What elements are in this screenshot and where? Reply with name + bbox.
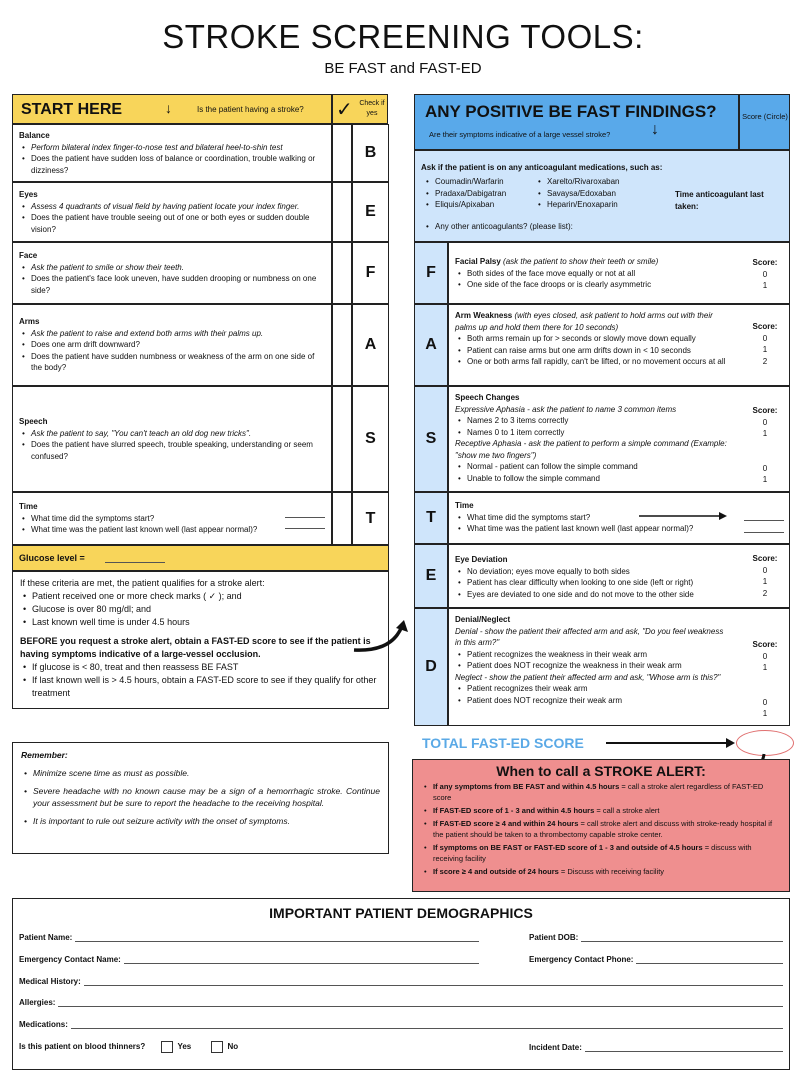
section-title: Time (19, 502, 38, 512)
fast-ed-letter: S (425, 430, 437, 447)
arm-item: • Both arms remain up for > seconds or slowly move down equally (455, 333, 740, 345)
score-value[interactable]: 0 (762, 697, 768, 707)
speech-item: • Names 2 to 3 items correctly (455, 415, 783, 427)
stroke-alert-title: When to call a STROKE ALERT: (496, 763, 706, 779)
meds-column-1 (423, 176, 506, 211)
speech-changes-box (448, 386, 790, 492)
score-value[interactable]: 1 (762, 709, 768, 718)
score-value[interactable]: 0 (762, 269, 768, 279)
section-item: • Ask the patient to raise and extend both arms with their palms up. (19, 328, 325, 340)
med-item: • Xarelto/Rivaroxaban (535, 176, 619, 188)
arm-item: • Patient can raise arms but one arm drifts down in < 10 seconds (455, 345, 740, 357)
facial-item: • Both sides of the face move equally or not at all (455, 268, 740, 280)
section-item: • Does one arm drift downward? (19, 339, 325, 351)
time-title-right: Time (455, 501, 474, 510)
down-arrow-icon: ↓ (651, 121, 659, 138)
facial-scores (745, 257, 785, 292)
remember-item: • Minimize scene time as must as possible. (21, 767, 380, 779)
time-input[interactable] (285, 528, 325, 529)
eye-item: • Eyes are deviated to one side and do not move to the other side (455, 589, 783, 601)
allergies-input[interactable] (58, 998, 783, 1007)
fast-ed-letter: F (426, 264, 436, 281)
anticoagulant-question: Ask if the patient is on any anticoagulant medications, such as: (421, 163, 663, 172)
fast-ed-letter: E (425, 567, 437, 584)
section-title: Balance (19, 131, 50, 140)
section-title: Speech (19, 417, 48, 426)
before-request-note: BEFORE you request a stroke alert, obtain a FAST-ED score to see if the patient is having symptoms indicative of a large-vessel occlusion. (20, 636, 371, 659)
neglect-item: • Patient does NOT recognize their weak arm (455, 695, 783, 707)
anticoagulant-box (414, 150, 790, 242)
total-fast-ed-label: TOTAL FAST-ED SCORE (422, 735, 584, 751)
medications-label: Medications: (19, 1020, 68, 1029)
time-item-right: • What time did the symptoms start? (455, 512, 783, 524)
blood-thinners-label: Is this patient on blood thinners? (19, 1042, 146, 1052)
criteria-item: • Glucose is over 80 mg/dl; and (20, 603, 381, 616)
section-title: Arms (19, 317, 40, 327)
fast-ed-letter: A (425, 336, 437, 353)
section-item: • Does the patient's face look uneven, have sudden drooping or numbness on one side? (19, 273, 325, 296)
score-value[interactable]: 1 (762, 577, 768, 586)
section-item: • What time was the patient last known well (last appear normal)? (19, 524, 325, 536)
curved-arrow-icon (352, 618, 412, 658)
section-letter: E (365, 203, 376, 220)
fast-ed-letter-cell (414, 304, 448, 386)
demographics-box (12, 898, 790, 1070)
check-cell-b[interactable] (352, 124, 389, 182)
time-input[interactable] (285, 517, 325, 518)
section-item: • Does the patient have trouble seeing out of one or both eyes or sudden double vision? (19, 212, 325, 235)
emergency-phone-row (529, 955, 783, 964)
section-item: • What time did the symptoms start? (19, 513, 325, 525)
incident-date-input[interactable] (585, 1043, 783, 1052)
allergies-label: Allergies: (19, 998, 56, 1007)
alert-action: = discuss with receiving facility (433, 843, 752, 863)
score-value[interactable]: 0 (762, 651, 768, 661)
score-word: Score: (752, 554, 778, 563)
fast-ed-header-sub: Are their symptoms indicative of a large vessel stroke? (429, 130, 611, 139)
alert-item (421, 781, 781, 803)
arm-weakness-box (448, 304, 790, 386)
section-item: • Ask the patient to smile or show their teeth. (19, 262, 325, 274)
alert-action: = call a stroke alert (594, 806, 660, 815)
fast-ed-letter-cell (414, 242, 448, 304)
check-cell-e[interactable] (352, 182, 389, 242)
check-cell-t[interactable] (352, 492, 389, 545)
section-arms (12, 304, 332, 386)
arm-item: • One or both arms fall rapidly, can't be lifted, or no movement occurs at all (455, 356, 740, 368)
denial-text: Denial - show the patient their affected arm and ask, "Do you feel weakness in this arm?" (455, 626, 724, 647)
speech-scores (745, 405, 785, 486)
score-header (739, 94, 790, 150)
time-anticoagulant-label: Time anticoagulant last taken: (675, 190, 764, 211)
patient-name-input[interactable] (75, 933, 479, 942)
speech-item: • Names 0 to 1 item correctly (455, 427, 783, 439)
page-subtitle: BE FAST and FAST-ED (324, 60, 482, 77)
other-anticoagulants: • Any other anticoagulants? (please list): (423, 221, 573, 233)
remember-box (12, 742, 389, 854)
meds-column-2 (535, 176, 619, 211)
dob-row (529, 933, 783, 942)
start-here-header (12, 94, 332, 124)
eye-item: • Patient has clear difficulty when looking to one side (left or right) (455, 577, 783, 589)
alert-condition: If any symptoms from BE FAST and within 4.5 hours (433, 782, 620, 791)
score-word: Score: (752, 258, 778, 267)
fast-ed-letter-cell (414, 492, 448, 544)
med-item: • Heparin/Enoxaparin (535, 199, 619, 211)
section-spacer (332, 304, 352, 386)
yes-label: Yes (177, 1042, 192, 1052)
section-item: • Perform bilateral index finger-to-nose test and bilateral heel-to-shin test (19, 142, 325, 154)
denial-scores (745, 639, 785, 720)
incident-label: Incident Date: (529, 1043, 582, 1052)
start-here-label: START HERE (21, 101, 123, 118)
score-value[interactable]: 2 (762, 356, 768, 366)
emergency-phone-label: Emergency Contact Phone: (529, 955, 634, 964)
criteria-box (12, 571, 389, 709)
symptom-time-input[interactable] (744, 520, 784, 521)
denial-item: • Patient recognizes the weakness in their weak arm (455, 649, 783, 661)
dob-label: Patient DOB: (529, 933, 579, 942)
dob-input[interactable] (581, 933, 783, 942)
medications-row (19, 1020, 783, 1029)
check-cell-a[interactable] (352, 304, 389, 386)
check-cell-s[interactable] (352, 386, 389, 492)
speech-item: • Normal - patient can follow the simple command (455, 461, 783, 473)
alert-condition: If score ≥ 4 and outside of 24 hours (433, 867, 559, 876)
eye-scores (745, 553, 785, 599)
allergies-row (19, 998, 783, 1007)
emergency-name-label: Emergency Contact Name: (19, 955, 121, 964)
fast-ed-letter-cell (414, 386, 448, 492)
section-speech (12, 386, 332, 492)
alert-condition: If FAST-ED score ≥ 4 and within 24 hours (433, 819, 579, 828)
score-value[interactable]: 0 (762, 565, 768, 575)
remember-title: Remember: (21, 750, 68, 760)
remember-item: • It is important to rule out seizure activity with the onset of symptoms. (21, 815, 380, 827)
section-spacer (332, 492, 352, 545)
check-header (332, 94, 388, 124)
total-arrow-icon (606, 737, 736, 749)
alert-condition: If symptoms on BE FAST or FAST-ED score of 1 - 3 and outside of 4.5 hours (433, 843, 703, 852)
speech-item: • Unable to follow the simple command (455, 473, 783, 485)
section-item: • Does the patient have sudden numbness or weakness of the arm on one side of the body? (19, 351, 325, 374)
yes-checkbox[interactable] (161, 1041, 173, 1053)
no-label: No (227, 1042, 239, 1052)
section-letter: B (364, 144, 377, 161)
neglect-item: • Patient recognizes their weak arm (455, 683, 783, 695)
speech-title: Speech Changes (455, 393, 520, 402)
incident-row (529, 1043, 783, 1052)
fast-ed-letter: T (426, 509, 436, 526)
score-word: Score: (752, 406, 778, 415)
fast-ed-letter: D (425, 658, 437, 675)
neglect-text: Neglect - show the patient their affected arm and ask, "Whose arm is this?" (455, 672, 721, 682)
before-item: • If glucose is < 80, treat and then reassess BE FAST (20, 661, 381, 674)
facial-item: • One side of the face droops or is clearly asymmetric (455, 279, 740, 291)
score-value[interactable]: 0 (762, 463, 768, 473)
score-value[interactable]: 0 (762, 417, 768, 427)
arm-instruction: (with eyes closed, ask patient to hold arms out with their palms up and hold them there for 10 seconds) (455, 311, 713, 332)
patient-name-label: Patient Name: (19, 933, 73, 942)
denial-neglect-box (448, 608, 790, 726)
section-item: • Does the patient have sudden loss of balance or coordination, trouble walking or dizziness? (19, 153, 325, 176)
glucose-label: Glucose level = (19, 553, 85, 563)
arm-title: Arm Weakness (455, 311, 513, 320)
facial-instruction: (ask the patient to show their teeth or smile) (503, 257, 659, 266)
alert-action: = Discuss with receiving facility (558, 867, 665, 876)
med-item: • Pradaxa/Dabigatran (423, 188, 506, 200)
score-word: Score: (752, 640, 778, 649)
remember-item: • Severe headache with no known cause may be a sign of a hemorrhagic stroke. Continue your assessment but be sure to report the headache to the receiving hospital. (21, 785, 380, 809)
section-eyes (12, 182, 332, 242)
stroke-question: Is the patient having a stroke? (197, 105, 304, 114)
score-value[interactable]: 1 (762, 429, 768, 438)
section-letter: F (365, 264, 376, 281)
glucose-input-line[interactable] (105, 562, 165, 563)
blood-thinners-row (19, 1041, 238, 1053)
facial-palsy-box (448, 242, 790, 304)
score-word: Score: (752, 322, 778, 331)
checkmark-icon: ✓ (336, 99, 353, 121)
score-value[interactable]: 0 (762, 333, 768, 343)
fast-ed-header (414, 94, 739, 150)
check-cell-f[interactable] (352, 242, 389, 304)
facial-title: Facial Palsy (455, 257, 501, 266)
section-title: Eyes (19, 190, 38, 199)
emergency-name-input[interactable] (124, 955, 479, 964)
fast-ed-letter-cell (414, 608, 448, 726)
score-circle-label: Score (Circle) (742, 112, 788, 121)
medications-input[interactable] (71, 1020, 783, 1029)
speech-expressive: Expressive Aphasia - ask the patient to name 3 common items (455, 404, 677, 414)
section-letter: S (365, 430, 376, 447)
alert-item (421, 818, 781, 840)
score-value[interactable]: 1 (762, 663, 768, 672)
score-value[interactable]: 1 (762, 475, 768, 484)
down-arrow-icon: ↓ (165, 100, 172, 116)
alert-list (421, 781, 781, 877)
med-item: • Coumadin/Warfarin (423, 176, 506, 188)
emergency-phone-input[interactable] (636, 955, 783, 964)
section-face (12, 242, 332, 304)
history-row (19, 977, 783, 986)
criteria-item: • Last known well time is under 4.5 hours (20, 616, 381, 629)
section-time (12, 492, 332, 545)
page-title: STROKE SCREENING TOOLS: (162, 18, 644, 55)
score-value[interactable]: 1 (762, 345, 768, 354)
denial-title: Denial/Neglect (455, 615, 511, 624)
arm-scores (745, 321, 785, 367)
history-input[interactable] (84, 977, 783, 986)
section-item: • Assess 4 quadrants of visual field by having patient locate your index finger. (19, 201, 325, 213)
denial-item: • Patient does NOT recognize the weakness in their weak arm (455, 660, 783, 672)
eye-item: • No deviation; eyes move equally to both sides (455, 566, 783, 578)
eye-title: Eye Deviation (455, 555, 508, 564)
time-box-right (448, 492, 790, 544)
right-arrow-icon (639, 511, 729, 521)
med-item: • Eliquis/Apixaban (423, 199, 506, 211)
fast-ed-header-title: ANY POSITIVE BE FAST FINDINGS? (425, 102, 717, 121)
section-spacer (332, 124, 352, 182)
section-title: Face (19, 251, 38, 260)
alert-action: = call stroke alert and discuss with stroke-ready hospital if the patient should be taken to a thrombectomy capable stroke center. (433, 819, 773, 839)
section-letter: A (364, 336, 377, 353)
section-item: • Ask the patient to say, "You can't teach an old dog new tricks". (19, 428, 325, 440)
eye-deviation-box (448, 544, 790, 608)
alert-condition: If FAST-ED score of 1 - 3 and within 4.5 hours (433, 806, 595, 815)
patient-name-row (19, 933, 479, 942)
stroke-alert-box (412, 759, 790, 892)
glucose-bar (12, 545, 389, 571)
no-checkbox[interactable] (211, 1041, 223, 1053)
fast-ed-letter-cell (414, 544, 448, 608)
section-spacer (332, 386, 352, 492)
section-spacer (332, 182, 352, 242)
criteria-item: • Patient received one or more check marks ( ✓ ); and (20, 590, 381, 603)
alert-item (421, 842, 781, 864)
speech-receptive: Receptive Aphasia - ask the patient to perform a simple command (Example: "show me two fingers") (455, 439, 727, 460)
history-label: Medical History: (19, 977, 81, 986)
section-letter: T (365, 509, 376, 527)
section-spacer (332, 242, 352, 304)
check-if-yes-label: Check if yes (359, 100, 385, 117)
score-value[interactable]: 2 (762, 588, 768, 598)
emergency-name-row (19, 955, 479, 964)
criteria-intro: If these criteria are met, the patient qualifies for a stroke alert: (20, 578, 265, 588)
demographics-title: IMPORTANT PATIENT DEMOGRAPHICS (269, 905, 533, 921)
section-item: • Does the patient have slurred speech, trouble speaking, understanding or seem confused? (19, 439, 325, 462)
time-item-right: • What time was the patient last known well (last appear normal)? (455, 523, 783, 535)
score-value[interactable]: 1 (762, 281, 768, 290)
last-known-well-input[interactable] (744, 532, 784, 533)
alert-item (421, 805, 781, 816)
alert-action: = call a stroke alert regardless of FAST-ED score (433, 782, 764, 802)
section-balance (12, 124, 332, 182)
med-item: • Savaysa/Edoxaban (535, 188, 619, 200)
before-item: • If last known well is > 4.5 hours, obtain a FAST-ED score to see if they qualify for other treatment (20, 674, 381, 700)
alert-item (421, 866, 781, 877)
